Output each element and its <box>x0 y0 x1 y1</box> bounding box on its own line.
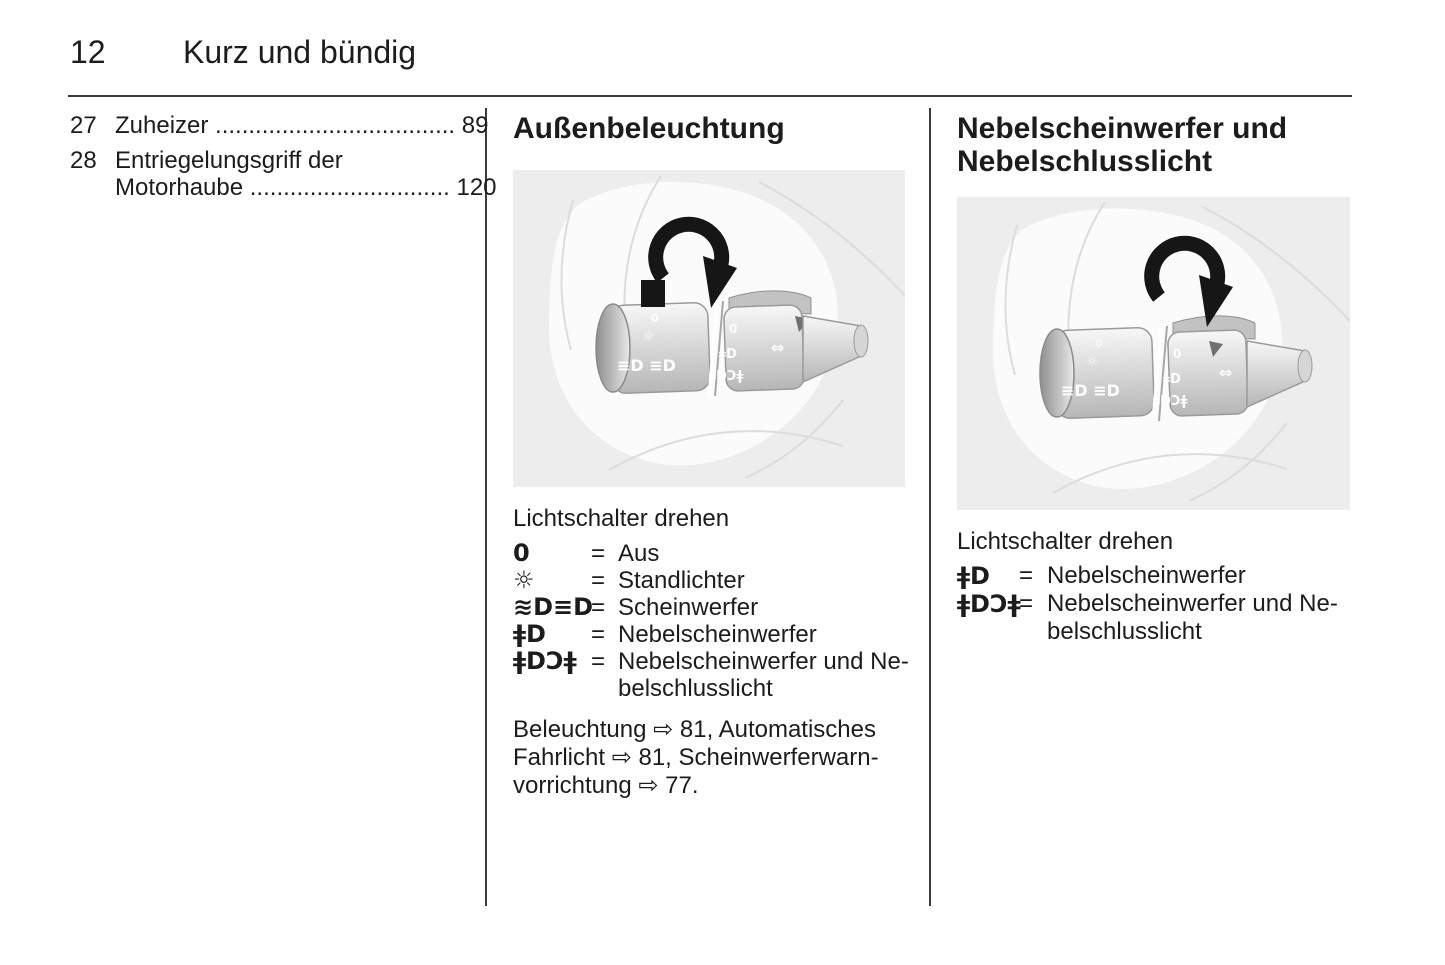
index-item-27 <box>70 112 489 139</box>
fog-ring-off-symbol: 0 <box>1173 347 1182 361</box>
section-heading-outdoor-lighting: Außenbeleuchtung <box>513 112 785 145</box>
heading-line-1: Nebelscheinwerfer und <box>957 112 1288 145</box>
equals-sign: = <box>591 621 606 648</box>
page-number: 12 <box>70 34 106 70</box>
index-item-number: 28 <box>70 147 97 174</box>
stalk-end-dome <box>596 304 630 392</box>
leader-dots: .................................... <box>215 112 456 139</box>
front-rear-fog-lights-icon: ǂDƆǂ <box>957 590 1021 618</box>
index-item-page: 89 <box>461 112 489 139</box>
parking-lights-icon: ☼ <box>513 566 535 594</box>
leader-dots: .............................. <box>249 174 450 201</box>
index-item-page: 120 <box>456 174 497 201</box>
front-rear-fog-symbol: ǂDƆǂ <box>1153 394 1188 409</box>
legend-row <box>957 590 1350 646</box>
index-item-number: 27 <box>70 112 97 139</box>
switch-position-off-symbol: 0 <box>1095 337 1103 350</box>
front-rear-fog-symbol: ǂDƆǂ <box>709 369 744 384</box>
equals-sign: = <box>1019 562 1034 589</box>
legend-text: Nebelscheinwerfer und Ne- belschlusslicht <box>1047 590 1338 645</box>
index-item-entry <box>115 147 497 201</box>
equals-sign: = <box>591 567 606 594</box>
legend-text: Standlichter <box>618 567 745 594</box>
index-item-label-continued <box>115 174 497 201</box>
equals-sign: = <box>591 648 606 675</box>
legend-row <box>957 562 1350 590</box>
heading-line-2: Nebelschlusslicht <box>957 145 1213 178</box>
legend-text: Nebelscheinwerfer und Ne- belschlusslicht <box>618 648 909 702</box>
column-divider-left <box>485 108 487 906</box>
stalk-tip <box>854 325 868 357</box>
front-fog-lights-icon: ǂD <box>513 620 546 648</box>
fog-ring-off-symbol: 0 <box>729 322 738 336</box>
fog-lights-caption: Lichtschalter drehen <box>957 528 1174 555</box>
header-rule <box>68 95 1352 97</box>
legend-text: Nebelscheinwerfer <box>618 621 817 648</box>
front-rear-fog-lights-icon: ǂDƆǂ <box>513 647 577 675</box>
stalk-end-dome <box>1040 329 1074 417</box>
outdoor-lighting-illustration <box>513 170 905 487</box>
switch-position-off-icon: 0 <box>513 539 530 567</box>
front-fog-symbol: ǂD <box>719 347 737 362</box>
legend-row <box>513 567 905 594</box>
index-item-label: Entriegelungsgriff der <box>115 147 343 174</box>
front-fog-lights-icon: ǂD <box>957 562 990 590</box>
section-heading-fog-lights <box>957 112 1357 178</box>
light-switch-stalk-image <box>957 197 1350 510</box>
legend-text: Nebelscheinwerfer <box>1047 562 1246 589</box>
legend-row <box>513 540 905 567</box>
headlights-symbol: ≡D ≡D <box>1061 381 1120 400</box>
legend-row <box>513 594 905 621</box>
headlights-low-high-icon: ≋D≡D <box>513 593 594 621</box>
equals-sign: = <box>591 594 606 621</box>
outdoor-lighting-caption: Lichtschalter drehen <box>513 505 730 532</box>
index-item-label: Zuheizer <box>115 112 209 139</box>
fog-lights-legend <box>957 562 1350 646</box>
parking-lights-symbol: ☼ <box>642 329 655 345</box>
column-divider-right <box>929 108 931 906</box>
index-item-entry <box>115 112 488 139</box>
fog-lights-illustration <box>957 197 1350 510</box>
legend-text: Scheinwerfer <box>618 594 759 621</box>
turn-signal-arrows-symbol: ⇔ <box>771 338 785 357</box>
legend-text: Aus <box>618 540 660 567</box>
outdoor-lighting-legend <box>513 539 909 702</box>
equals-sign: = <box>591 540 606 567</box>
headlights-symbol: ≡D ≡D <box>617 356 676 375</box>
equals-sign: = <box>1019 590 1034 617</box>
light-switch-stalk-image <box>513 170 905 487</box>
legend-row <box>513 647 909 702</box>
legend-row <box>513 621 905 648</box>
index-item-28 <box>70 147 497 201</box>
cross-references-paragraph: Beleuchtung ⇨ 81, Automatisches Fahrlicht ⇨ 81, Scheinwerferwarn-vorrichtung ⇨ 77. <box>513 716 879 799</box>
parking-lights-symbol: ☼ <box>1086 354 1099 370</box>
switch-position-marker <box>641 280 665 307</box>
index-column <box>70 112 497 209</box>
chapter-title: Kurz und bündig <box>183 34 417 70</box>
index-item-label2: Motorhaube <box>115 174 244 201</box>
switch-position-off-symbol: 0 <box>651 312 659 325</box>
front-fog-symbol: ǂD <box>1163 372 1181 387</box>
stalk-tip <box>1298 350 1312 382</box>
turn-signal-arrows-symbol: ⇔ <box>1219 363 1233 382</box>
